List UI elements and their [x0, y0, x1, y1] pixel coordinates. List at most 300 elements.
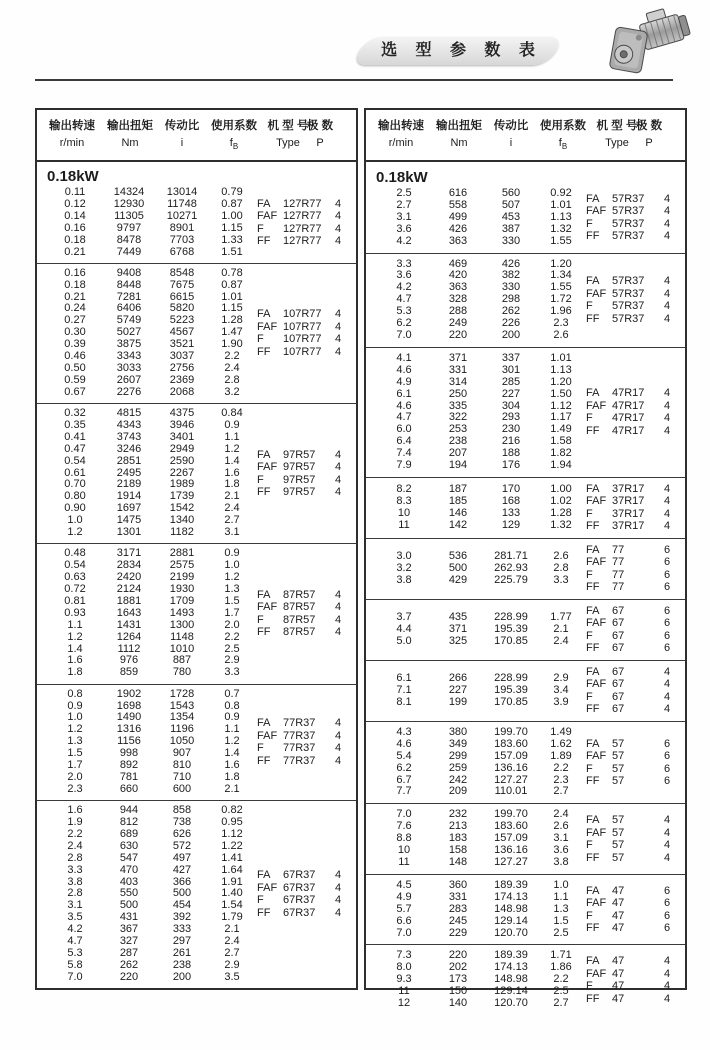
poles-value: 6	[663, 642, 671, 655]
service-factor-value: 2.8	[224, 373, 240, 386]
col-header-factor: 使用系数	[540, 120, 586, 132]
model-row	[586, 300, 685, 313]
service-factor-value: 1.2	[224, 442, 240, 455]
poles-value: 6	[663, 604, 671, 617]
torque-value: 500	[119, 899, 139, 912]
speed-value: 4.7	[396, 293, 412, 306]
speed-value: 2.3	[67, 782, 83, 795]
torque-value: 314	[448, 375, 468, 388]
service-factor-value: 3.3	[553, 573, 569, 586]
speed-value: 8.3	[396, 495, 412, 508]
service-factor-value: 1.55	[550, 281, 572, 294]
block-row	[366, 483, 685, 533]
ratio-value: 600	[172, 782, 192, 795]
numeric-columns	[378, 809, 586, 869]
poles-value: 4	[663, 205, 671, 218]
model-prefix: FAF	[586, 897, 607, 910]
page-title: 选 型 参 数 表	[381, 42, 542, 59]
ratio-value: 301	[501, 363, 521, 376]
model-row	[257, 210, 356, 223]
speed-value: 4.3	[396, 725, 412, 738]
speed-value: 1.8	[67, 666, 83, 679]
block-row	[366, 950, 685, 1010]
ratio-value: 216	[501, 435, 521, 448]
ratio-value: 129.14	[494, 985, 528, 998]
ratio-block	[366, 254, 685, 348]
speed-value: 4.7	[396, 411, 412, 424]
poles-value: 4	[334, 754, 342, 767]
speed-value: 0.41	[64, 430, 86, 443]
service-factor-value: 1.62	[550, 737, 572, 750]
ratio-value: 337	[501, 351, 521, 364]
ratio-value: 3946	[169, 418, 195, 431]
torque-value: 616	[448, 187, 468, 199]
torque-value: 1112	[117, 642, 141, 655]
model-prefix: FAF	[257, 320, 278, 333]
ratio-value: 2881	[169, 547, 195, 560]
model-prefix: FAF	[257, 729, 278, 742]
torque-value: 426	[448, 222, 468, 235]
service-factor-value: 1.28	[550, 506, 572, 519]
model-prefix: FF	[586, 642, 600, 655]
torque-value: 148	[448, 856, 468, 868]
model-code: 77	[612, 543, 625, 556]
poles-value: 6	[663, 543, 671, 556]
model-code: 57R37	[612, 217, 645, 230]
speed-value: 2.2	[67, 827, 83, 840]
speed-value: 4.6	[396, 363, 412, 376]
model-code: 57	[612, 762, 625, 775]
speed-value: 1.5	[67, 747, 83, 760]
ratio-value: 1300	[169, 618, 195, 631]
torque-value: 2834	[116, 559, 142, 572]
model-prefix: F	[586, 507, 593, 520]
ratio-value: 330	[501, 281, 521, 294]
model-code: 37R17	[612, 507, 645, 520]
block-row	[366, 188, 685, 248]
torque-value: 11305	[114, 209, 144, 222]
poles-value: 4	[663, 387, 671, 400]
data-row	[49, 456, 257, 468]
torque-value: 9797	[116, 221, 142, 234]
service-factor-value: 0.9	[224, 711, 240, 724]
model-code: 37R17	[612, 495, 645, 508]
torque-value: 322	[448, 411, 468, 424]
model-prefix: FF	[586, 312, 600, 325]
ratio-value: 293	[501, 411, 521, 424]
torque-value: 2495	[116, 466, 142, 479]
ratio-value: 13014	[166, 186, 198, 198]
torque-value: 630	[119, 839, 139, 852]
col-header-ratio: 传动比	[493, 120, 529, 132]
ratio-value: 453	[501, 210, 521, 223]
model-code: 57	[612, 775, 625, 788]
model-row	[257, 235, 356, 248]
model-row	[586, 852, 685, 865]
numeric-columns	[49, 689, 257, 796]
ratio-block	[37, 685, 356, 801]
speed-value: 1.4	[67, 642, 83, 655]
speed-value: 0.24	[64, 302, 86, 315]
data-row	[378, 575, 586, 587]
model-prefix: F	[257, 742, 264, 755]
torque-value: 1697	[116, 502, 142, 515]
model-row	[586, 605, 685, 618]
ratio-value: 1148	[170, 630, 194, 643]
data-row	[49, 632, 257, 644]
ratio-value: 136.16	[494, 761, 528, 774]
model-row	[257, 589, 356, 602]
model-code: 127R77	[283, 235, 322, 248]
model-code: 47	[612, 955, 625, 968]
model-prefix: F	[586, 839, 593, 852]
speed-value: 0.12	[64, 197, 86, 210]
torque-value: 262	[119, 958, 139, 971]
service-factor-value: 2.7	[224, 514, 240, 527]
model-row	[257, 742, 356, 755]
col-unit-torque: Nm	[121, 137, 139, 149]
torque-value: 2420	[116, 571, 142, 584]
speed-value: 0.63	[64, 571, 86, 584]
service-factor-value: 1.28	[221, 314, 243, 327]
model-code: 47	[612, 909, 625, 922]
service-factor-value: 0.84	[221, 407, 243, 420]
service-factor-value: 1.6	[224, 466, 240, 479]
ratio-value: 129	[501, 518, 521, 531]
service-factor-value: 2.5	[224, 642, 240, 655]
speed-value: 4.4	[396, 622, 412, 635]
torque-value: 299	[448, 749, 468, 762]
torque-value: 812	[119, 815, 139, 828]
service-factor-value: 1.8	[224, 770, 240, 783]
ratio-value: 427	[172, 863, 192, 876]
model-code: 57R37	[612, 312, 645, 325]
table-body	[366, 162, 685, 1015]
poles-value: 4	[334, 345, 342, 358]
data-row	[49, 247, 257, 259]
speed-value: 4.9	[396, 890, 412, 903]
model-prefix: FF	[586, 851, 600, 864]
model-row	[257, 869, 356, 882]
service-factor-value: 1.49	[550, 423, 572, 436]
speed-value: 3.6	[396, 222, 412, 235]
speed-value: 0.8	[67, 687, 83, 700]
speed-value: 1.6	[67, 654, 83, 667]
speed-value: 7.0	[67, 970, 83, 983]
factor-subscript: B	[232, 142, 239, 152]
block-row	[366, 259, 685, 342]
data-row	[378, 636, 586, 648]
torque-value: 3743	[116, 430, 142, 443]
data-row	[49, 689, 257, 701]
torque-value: 325	[448, 634, 468, 647]
model-prefix: F	[257, 473, 264, 486]
service-factor-value: 2.6	[553, 550, 569, 563]
speed-value: 1.1	[67, 618, 83, 631]
ratio-value: 1543	[169, 699, 195, 712]
model-code: 57	[612, 851, 625, 864]
ratio-value: 120.70	[494, 997, 528, 1010]
model-code: 67	[612, 617, 625, 630]
model-code: 57	[612, 839, 625, 852]
speed-value: 0.39	[64, 338, 86, 351]
poles-value: 4	[663, 217, 671, 230]
service-factor-value: 2.9	[224, 654, 240, 667]
service-factor-value: 0.8	[224, 699, 240, 712]
service-factor-value: 2.6	[553, 820, 569, 833]
torque-value: 288	[448, 305, 468, 318]
ratio-value: 4375	[169, 407, 195, 420]
service-factor-value: 0.7	[224, 687, 240, 700]
torque-value: 146	[448, 506, 468, 519]
ratio-value: 1196	[170, 723, 194, 736]
torque-value: 2851	[116, 454, 142, 467]
service-factor-value: 1.0	[224, 559, 240, 572]
torque-value: 363	[448, 281, 468, 294]
ratio-block	[37, 801, 356, 988]
service-factor-value: 1.5	[224, 594, 240, 607]
numeric-columns	[378, 612, 586, 648]
service-factor-value: 1.91	[221, 875, 243, 888]
speed-value: 0.93	[64, 606, 86, 619]
service-factor-value: 1.49	[550, 725, 572, 738]
ratio-value: 2756	[169, 362, 195, 374]
col-unit-ratio: i	[509, 137, 513, 149]
service-factor-value: 0.87	[221, 197, 243, 210]
torque-value: 1264	[116, 630, 142, 643]
torque-value: 403	[119, 875, 139, 888]
ratio-value: 1709	[169, 594, 195, 607]
speed-value: 4.2	[396, 281, 412, 294]
model-code: 87R57	[283, 626, 316, 639]
speed-value: 11	[398, 856, 410, 868]
ratio-value: 110.01	[494, 785, 528, 798]
model-row	[257, 474, 356, 487]
model-code: 47R17	[612, 412, 645, 425]
speed-value: 6.6	[396, 914, 412, 927]
model-code: 57R37	[612, 275, 645, 288]
model-prefix: FAF	[586, 826, 607, 839]
model-prefix: FA	[586, 737, 600, 750]
service-factor-value: 1.94	[550, 459, 572, 472]
poles-value: 6	[663, 568, 671, 581]
ratio-value: 230	[501, 423, 521, 436]
poles-value: 4	[663, 980, 671, 993]
block-row	[37, 689, 356, 796]
torque-value: 5027	[116, 326, 142, 339]
service-factor-value: 1.47	[221, 326, 243, 339]
model-prefix: FF	[257, 754, 271, 767]
poles-value: 4	[334, 601, 342, 614]
service-factor-value: 2.4	[224, 362, 240, 374]
ratio-value: 2199	[169, 571, 195, 584]
model-prefix: FAF	[586, 287, 607, 300]
model-code: 67	[612, 604, 625, 617]
speed-value: 0.54	[64, 454, 86, 467]
torque-value: 9408	[116, 266, 142, 279]
service-factor-value: 2.9	[224, 958, 240, 971]
speed-value: 0.14	[64, 209, 86, 222]
numeric-columns	[378, 950, 586, 1010]
model-prefix: FA	[586, 665, 600, 678]
data-row	[378, 377, 586, 389]
ratio-value: 200	[172, 970, 192, 983]
ratio-value: 170	[501, 483, 521, 496]
model-row	[586, 617, 685, 630]
torque-value: 202	[448, 961, 468, 974]
poles-value: 4	[663, 665, 671, 678]
model-code: 47	[612, 967, 625, 980]
service-factor-value: 2.0	[224, 618, 240, 631]
service-factor-value: 2.7	[553, 997, 569, 1010]
ratio-value: 2949	[169, 442, 195, 455]
poles-value: 4	[334, 222, 342, 235]
ratio-value: 183.60	[494, 737, 528, 750]
torque-value: 238	[448, 435, 468, 448]
poles-value: 4	[334, 320, 342, 333]
ratio-value: 907	[172, 747, 192, 760]
selection-table-left	[35, 108, 358, 990]
poles-value: 4	[663, 955, 671, 968]
speed-value: 0.21	[64, 290, 86, 303]
data-row	[49, 223, 257, 235]
model-row	[257, 449, 356, 462]
speed-value: 3.8	[396, 573, 412, 586]
speed-value: 5.8	[67, 958, 83, 971]
poles-value: 4	[663, 230, 671, 243]
model-code: 77R37	[283, 754, 316, 767]
model-prefix: FA	[586, 543, 600, 556]
col-header-factor: 使用系数	[211, 120, 257, 132]
numeric-columns	[49, 268, 257, 399]
model-code: 107R77	[283, 345, 322, 358]
poles-value: 4	[334, 894, 342, 907]
ratio-value: 4567	[169, 326, 195, 339]
model-row	[586, 205, 685, 218]
torque-value: 232	[448, 808, 468, 821]
block-row	[366, 809, 685, 869]
ratio-value: 168	[501, 495, 521, 508]
block-row	[366, 353, 685, 472]
ratio-value: 188	[501, 447, 521, 460]
torque-value: 1490	[116, 711, 142, 724]
speed-value: 3.0	[396, 550, 412, 563]
ratio-value: 183.60	[494, 820, 528, 833]
model-row	[586, 910, 685, 923]
speed-value: 5.0	[396, 634, 412, 647]
torque-value: 242	[448, 773, 468, 786]
service-factor-value: 2.8	[553, 561, 569, 574]
service-factor-value: 1.01	[550, 351, 572, 364]
model-row	[257, 308, 356, 321]
data-row	[49, 268, 257, 280]
model-code: 107R77	[283, 308, 322, 321]
model-row	[586, 922, 685, 935]
model-row	[257, 333, 356, 346]
block-row	[37, 187, 356, 258]
model-code: 47	[612, 980, 625, 993]
poles-value: 4	[663, 312, 671, 325]
model-prefix: FF	[586, 703, 600, 716]
service-factor-value: 1.2	[224, 571, 240, 584]
speed-value: 0.48	[64, 547, 86, 560]
poles-value: 4	[334, 717, 342, 730]
torque-value: 998	[119, 747, 139, 760]
torque-value: 229	[448, 926, 468, 939]
data-row	[378, 751, 586, 763]
poles-value: 6	[663, 762, 671, 775]
ratio-value: 858	[172, 804, 192, 817]
torque-value: 142	[448, 518, 468, 531]
torque-value: 2276	[116, 385, 142, 398]
model-row	[586, 691, 685, 704]
torque-value: 327	[119, 935, 139, 948]
model-list	[586, 738, 685, 788]
poles-value: 4	[334, 197, 342, 210]
data-row	[378, 460, 586, 472]
model-row	[586, 218, 685, 231]
ratio-value: 6615	[169, 290, 195, 303]
poles-value: 4	[663, 967, 671, 980]
model-row	[586, 230, 685, 243]
col-unit-speed: r/min	[59, 137, 85, 149]
ratio-value: 228.99	[494, 672, 528, 685]
torque-value: 3875	[116, 338, 142, 351]
torque-value: 781	[119, 770, 139, 783]
poles-value: 4	[663, 275, 671, 288]
data-row	[49, 865, 257, 877]
data-row	[49, 235, 257, 247]
torque-value: 7449	[116, 245, 142, 258]
torque-value: 363	[448, 234, 468, 247]
ratio-value: 3037	[169, 350, 195, 363]
model-code: 127R77	[283, 210, 322, 223]
speed-value: 0.35	[64, 418, 86, 431]
torque-value: 158	[448, 844, 468, 857]
speed-value: 5.4	[396, 749, 412, 762]
data-row	[378, 212, 586, 224]
torque-value: 500	[448, 561, 468, 574]
speed-value: 2.7	[396, 198, 412, 211]
torque-value: 3246	[116, 442, 142, 455]
torque-value: 380	[448, 725, 468, 738]
data-row	[378, 904, 586, 916]
model-code: 57	[612, 814, 625, 827]
poles-value: 6	[663, 556, 671, 569]
poles-value: 4	[663, 826, 671, 839]
factor-subscript: B	[561, 142, 568, 152]
ratio-value: 1989	[169, 478, 195, 491]
model-row	[257, 198, 356, 211]
page-header	[0, 0, 710, 108]
torque-value: 209	[448, 785, 468, 798]
speed-value: 4.6	[396, 737, 412, 750]
ratio-value: 387	[501, 222, 521, 235]
poles-value: 6	[663, 922, 671, 935]
model-prefix: FA	[586, 482, 600, 495]
speed-value: 0.30	[64, 326, 86, 339]
data-row	[49, 972, 257, 984]
poles-value: 4	[334, 613, 342, 626]
torque-value: 2607	[116, 373, 142, 386]
service-factor-value: 1.77	[550, 611, 572, 624]
col-unit-factor: $f_B$	[229, 137, 239, 152]
speed-value: 0.18	[64, 278, 86, 291]
service-factor-value: 1.90	[221, 338, 243, 351]
torque-value: 360	[448, 878, 468, 891]
service-factor-value: 1.4	[224, 454, 240, 467]
service-factor-value: 1.64	[221, 863, 243, 876]
